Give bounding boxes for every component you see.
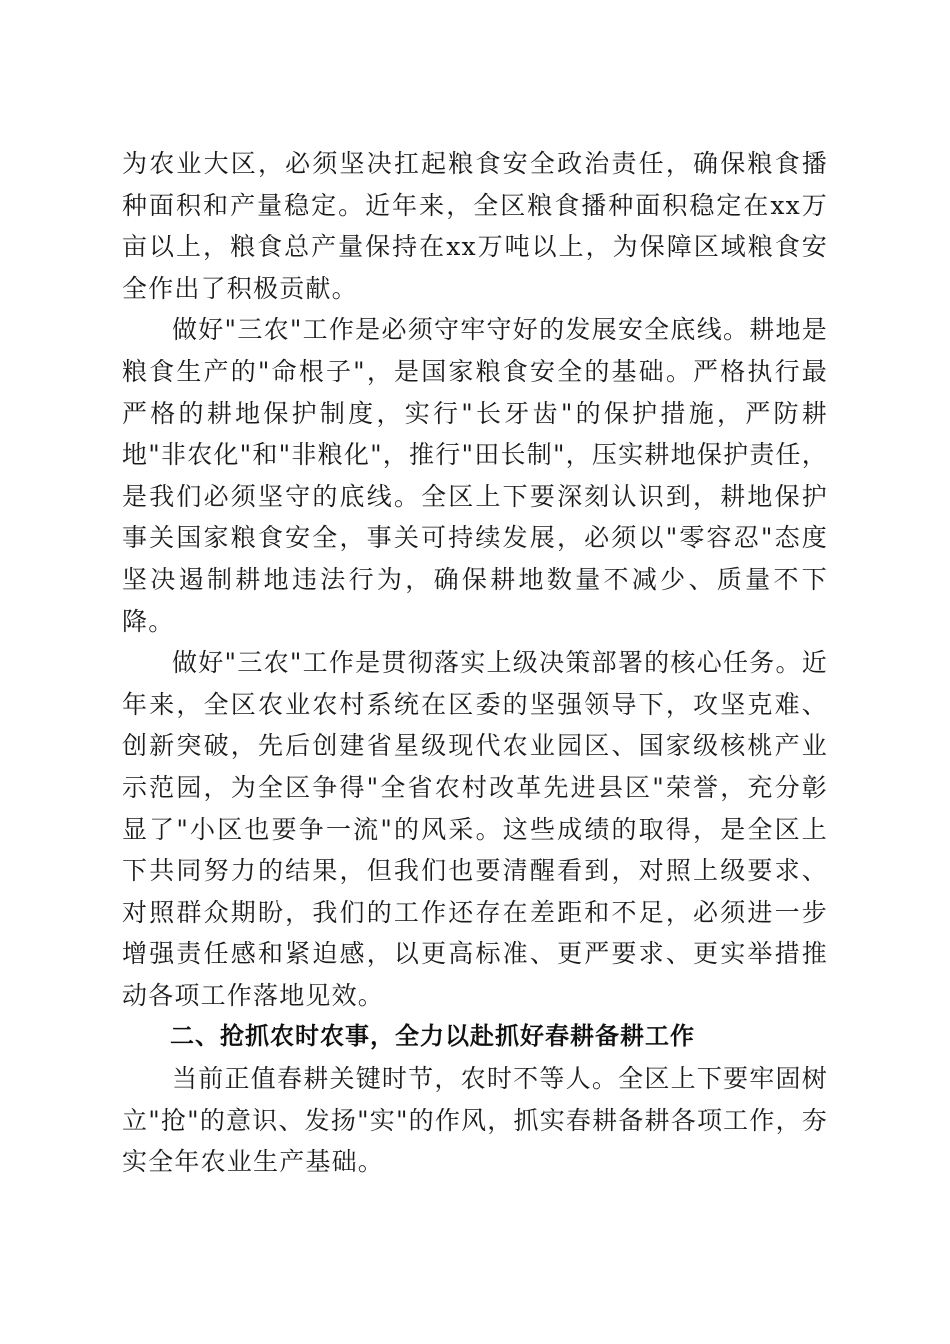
- document-body: [122, 143, 828, 1183]
- paragraph-farmland-protection: 做好"三农"工作是必须守牢守好的发展安全底线。耕地是粮食生产的"命根子"，是国家粮食安全的基础。严格执行最严格的耕地保护制度，实行"长牙齿"的保护措施，严防耕地"非农化"和"非粮化"，推行"田长制"，压实耕地保护责任，是我们必须坚守的底线。全区上下要深刻认识到，耕地保护事关国家粮食安全，事关可持续发展，必须以"零容忍"态度坚决遏制耕地违法行为，确保耕地数量不减少、质量不下降。: [122, 315, 828, 636]
- paragraph-grain-security: 为农业大区，必须坚决扛起粮食安全政治责任，确保粮食播种面积和产量稳定。近年来，全区粮食播种面积稳定在xx万亩以上，粮食总产量保持在xx万吨以上，为保障区域粮食安全作出了积极贡献。: [122, 149, 828, 303]
- section-heading: 二、抢抓农时农事，全力以赴抓好春耕备耕工作: [170, 1022, 695, 1051]
- paragraph-core-task: 做好"三农"工作是贯彻落实上级决策部署的核心任务。近年来，全区农业农村系统在区委的坚强领导下，攻坚克难、创新突破，先后创建省星级现代农业园区、国家级核桃产业示范园，为全区争得"全省农村改革先进县区"荣誉，充分彰显了"小区也要争一流"的风采。这些成绩的取得，是全区上下共同努力的结果，但我们也要清醒看到，对照上级要求、对照群众期盼，我们的工作还存在差距和不足，必须进一步增强责任感和紧迫感，以更高标准、更严要求、更实举措推动各项工作落地见效。: [122, 648, 828, 1010]
- paragraph-spring-plowing: 当前正值春耕关键时节，农时不等人。全区上下要牢固树立"抢"的意识、发扬"实"的作风，抓实春耕备耕各项工作，夯实全年农业生产基础。: [122, 1064, 828, 1177]
